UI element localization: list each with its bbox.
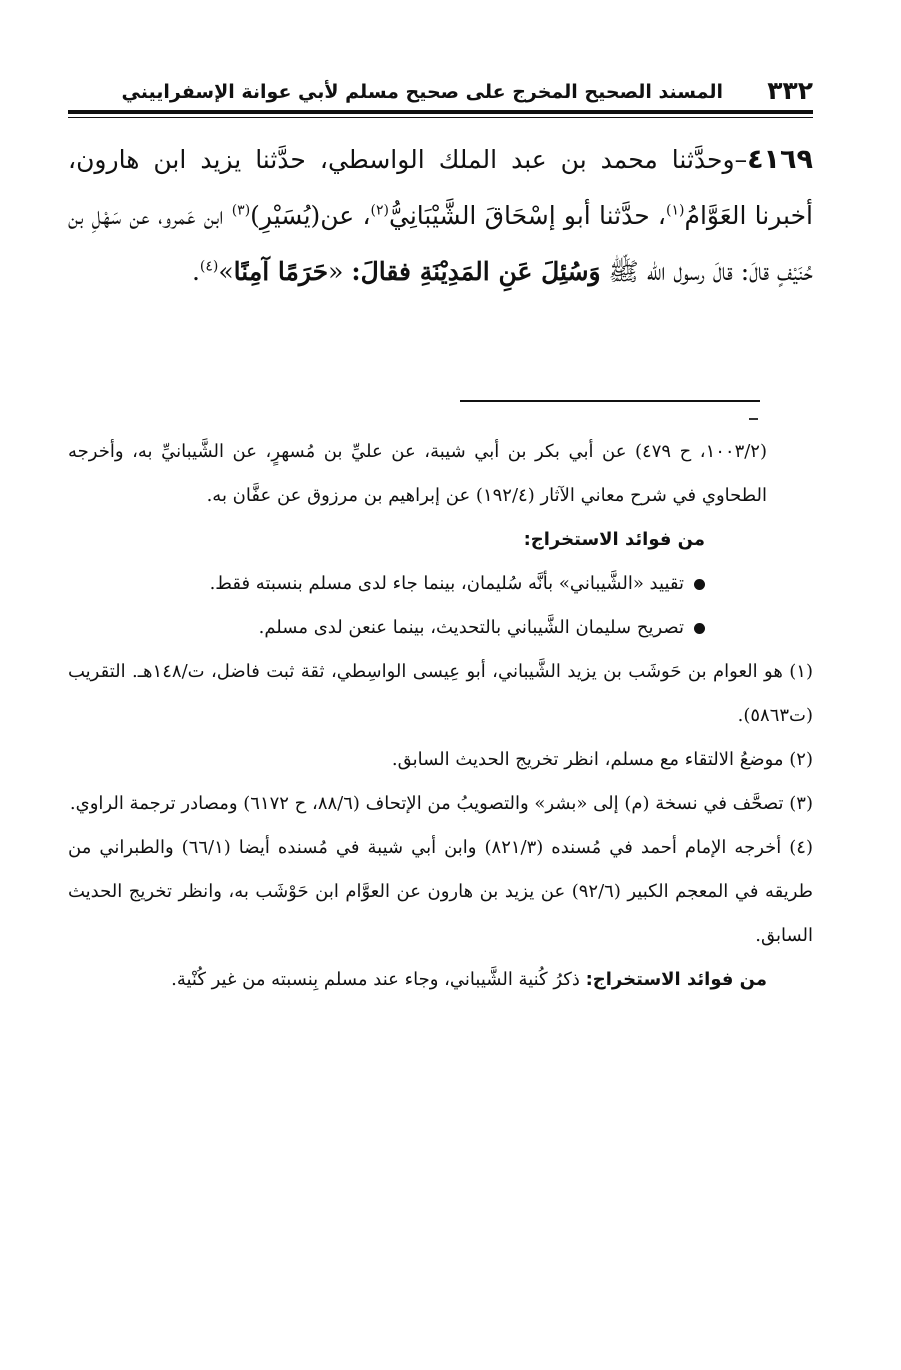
bullet-icon (694, 623, 705, 634)
footnote-separator (460, 400, 760, 402)
header-rule (68, 110, 813, 114)
hadith-text-part1: وحدَّثنا محمد بن عبد الملك الواسطي، حدَّثنا يزيد ابن هارون، أخبرنا العَوَّامُ (68, 145, 813, 230)
footnote-2-label: (٢) (789, 749, 813, 770)
header-rule-thin (68, 117, 813, 118)
footnote-3-label: (٣) (789, 793, 813, 814)
benefits-heading: من فوائد الاستخراج: (523, 529, 705, 550)
hadith-text-part2: ، حدَّثنا أبو إسْحَاقَ الشَّيْبَانِيُّ (389, 201, 666, 230)
hadith-bold-question: وَسُئِلَ عَنِ المَدِيْنَةِ فقالَ: (351, 257, 601, 286)
bullet-text: تقييد «الشَّيباني» بأنَّه سُليمان، بينما جاء لدى مسلم بنسبته فقط. (209, 573, 684, 594)
footnote-ref-3[interactable]: (٣) (231, 202, 251, 219)
final-benefit-text: ذكرُ كُنية الشَّيباني، وجاء عند مسلم بِنسبته من غير كُنْية. (171, 969, 586, 990)
hadith-dash: – (734, 145, 748, 174)
running-title: المسند الصحيح المخرج على صحيح مسلم لأبي عوانة الإسفراييني (121, 81, 723, 103)
quote-open: « (328, 257, 352, 286)
footnote-3 (68, 782, 813, 826)
footnote-2-text: موضعُ الالتقاء مع مسلم، انظر تخريج الحديث السابق. (391, 749, 784, 770)
page-number: ٣٣٢ (767, 76, 813, 105)
footnote-1 (68, 650, 813, 738)
footnote-4-text: أخرجه الإمام أحمد في مُسنده (٨٢١/٣) وابن أبي شيبة في مُسنده أيضا (٦٦/١) والطبراني من طريقه في المعجم الكبير (٩٢/٦) عن يزيد بن هارون عن العوَّام ابن حَوْشَب به، وانظر تخريج الحديث السابق. (68, 837, 813, 946)
hadith-text-part4: ابن عَمرو، عن سَهْلِ بن حُنَيْفٍ قالَ: قالَ رسول الله ﷺ (68, 201, 813, 286)
footnote-dash (749, 418, 758, 420)
hadith-end: . (191, 257, 200, 286)
final-benefit-label: من فوائد الاستخراج: (585, 969, 767, 990)
hadith-text (68, 132, 813, 300)
bullet-text: تصريح سليمان الشَّيباني بالتحديث، بينما عنعن لدى مسلم. (258, 617, 684, 638)
bullet-item (68, 562, 813, 606)
footnote-continuation: (١٠٠٣/٢، ح ٤٧٩) عن أبي بكر بن أبي شيبة، عن عليِّ بن مُسهرٍ، عن الشَّيبانيِّ به، وأخرجه الطحاوي في شرح معاني الآثار (١٩٢/٤) عن إبراهيم بن مرزوق عن عفَّان به. (68, 441, 767, 506)
footnote-4-benefit (68, 958, 813, 1002)
hadith-text-part3: ، عن(يُسَيْرِ) (250, 201, 371, 230)
footnote-1-label: (١) (789, 661, 813, 682)
hadith-number: ٤١٦٩ (747, 144, 813, 175)
hadith-bold-answer: حَرَمًا آمِنًا (233, 257, 329, 286)
footnote-ref-1[interactable]: (١) (666, 202, 685, 219)
footnote-4 (68, 826, 813, 958)
footnote-ref-4[interactable]: (٤) (199, 258, 219, 275)
bullet-icon (694, 579, 705, 590)
footnote-3-text: تصحَّف في نسخة (م) إلى «بشر» والتصويبُ من الإتحاف (٨٨/٦، ح ٦١٧٢) ومصادر ترجمة الراوي. (69, 793, 784, 814)
footnote-ref-2[interactable]: (٢) (370, 202, 390, 219)
footnotes (68, 430, 813, 1002)
footnote-2 (68, 738, 813, 782)
bullet-item (68, 606, 813, 650)
footnote-4-label: (٤) (789, 837, 813, 858)
footnote-1-text: هو العوام بن حَوشَب بن يزيد الشَّيباني، أبو عِيسى الواسِطي، ثقة ثبت فاضل، ت/١٤٨هـ. التقريب (ت٥٨٦٣). (68, 661, 813, 726)
quote-close: » (218, 257, 234, 286)
page-header (68, 74, 813, 114)
